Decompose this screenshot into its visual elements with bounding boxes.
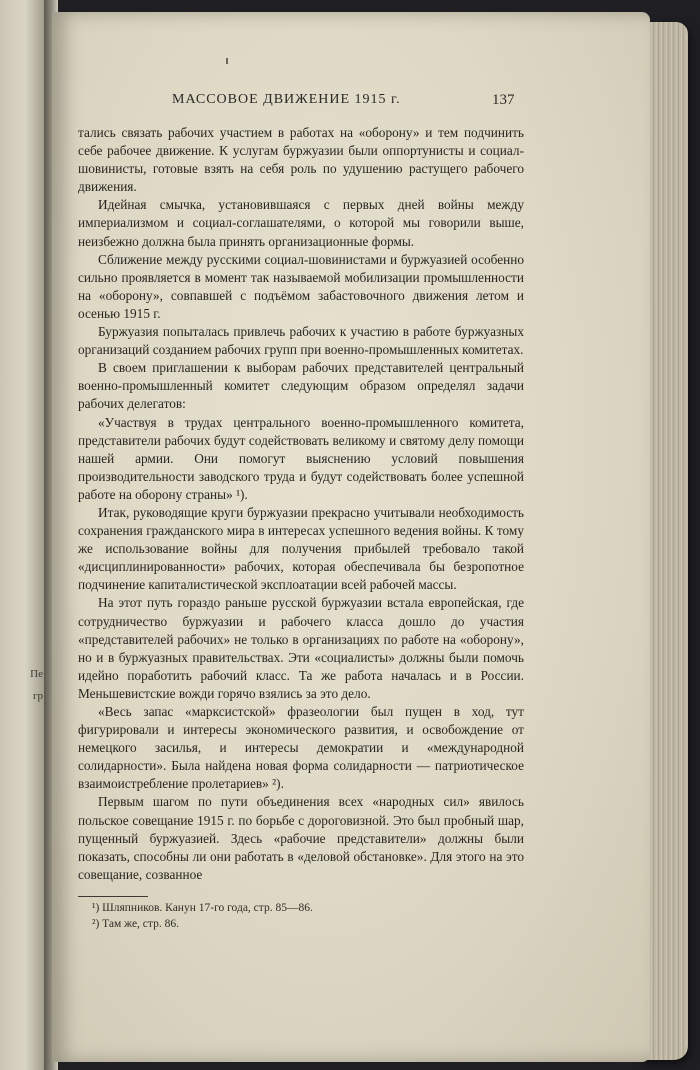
running-title: МАССОВОЕ ДВИЖЕНИЕ 1915 г. [172, 92, 401, 107]
previous-page-edge [0, 0, 46, 1070]
page-number: 137 [492, 92, 515, 108]
footnote: ²) Там же, стр. 86. [92, 918, 179, 930]
paragraph: тались связать рабочих участием в работах на «оборону» и тем подчинить себе рабочее движение. К услугам буржуазии были оппортунисты и социал-шовинисты, готовые взять на себя роль по удушению растущего рабочего движения. [78, 125, 524, 195]
quotation-paragraph: «Участвуя в трудах центрального военно-промышленного комитета, представители рабочих будут содействовать великому и святому делу помощи нашей армии. Они помогут выяснению условий повышения производительности заводского труда и будут содействовать более успешной работе на оборону страны» ¹). [78, 414, 524, 502]
quotation-paragraph: «Весь запас «марксистской» фразеологии был пущен в ход, тут фигурировали и интересы экономического развития, и освобождение от немецкого засилья, и интересы демократии и «международной солидарности». Была найдена новая форма солидарности — патриотическое взаимоистребление пролетариев» ²). [78, 704, 524, 792]
footnote-rule [78, 896, 148, 897]
paper-mark [226, 58, 228, 64]
paragraph: Буржуазия попыталась привлечь рабочих к участию в работе буржуазных организаций созданием рабочих групп при военно-промышленных комитетах. [78, 324, 524, 358]
paragraph: Итак, руководящие круги буржуазии прекрасно учитывали необходимость сохранения гражданского мира в интересах успешного ведения войны. К тому же использование войны для получения прибылей требовало такой «дисциплинированности» рабочих, которая обеспечивала бы безропотное подчинение капиталистической эксплоатации всей рабочей массы. [78, 504, 524, 593]
footnotes [92, 900, 512, 932]
page-body [78, 124, 524, 884]
paragraph: Идейная смычка, установившаяся с первых дней войны между империализмом и социал-соглашателями, о которой мы говорили выше, неизбежно должна была принять организационные формы. [78, 197, 524, 249]
previous-page-fragment: гр [32, 690, 43, 702]
paragraph: На этот путь гораздо раньше русской буржуазии встала европейская, где сотрудничество буржуазии и рабочего класса дошло до участия «представителей рабочих» не только в организациях по работе на «оборону», но и в буржуазных правительствах. Эти «социалисты» должны были помочь идейно поработить рабочий класс. Та же работа началась и в России. Меньшевистские вожди горячо взялись за это дело. [78, 595, 524, 701]
previous-page-fragment: Пе [30, 668, 43, 680]
footnote: ¹) Шляпников. Канун 17-го года, стр. 85—86. [92, 902, 313, 914]
paragraph: В своем приглашении к выборам рабочих представителей центральный военно-промышленный комитет следующим образом определял задачи рабочих делегатов: [78, 360, 524, 412]
paragraph: Сближение между русскими социал-шовинистами и буржуазией особенно сильно проявляется в момент так называемой мобилизации промышленности на «оборону», совпавшей с подъёмом забастовочного движения летом и осенью 1915 г. [78, 251, 524, 321]
paragraph: Первым шагом по пути объединения всех «народных сил» явилось польское совещание 1915 г. по борьбе с дороговизной. Это был пробный шар, пущенный буржуазией. Здесь «рабочие представители» должны были показать, способны ли они работать в «деловой обстановке». Для этого на это совещание, созванное [78, 794, 524, 882]
